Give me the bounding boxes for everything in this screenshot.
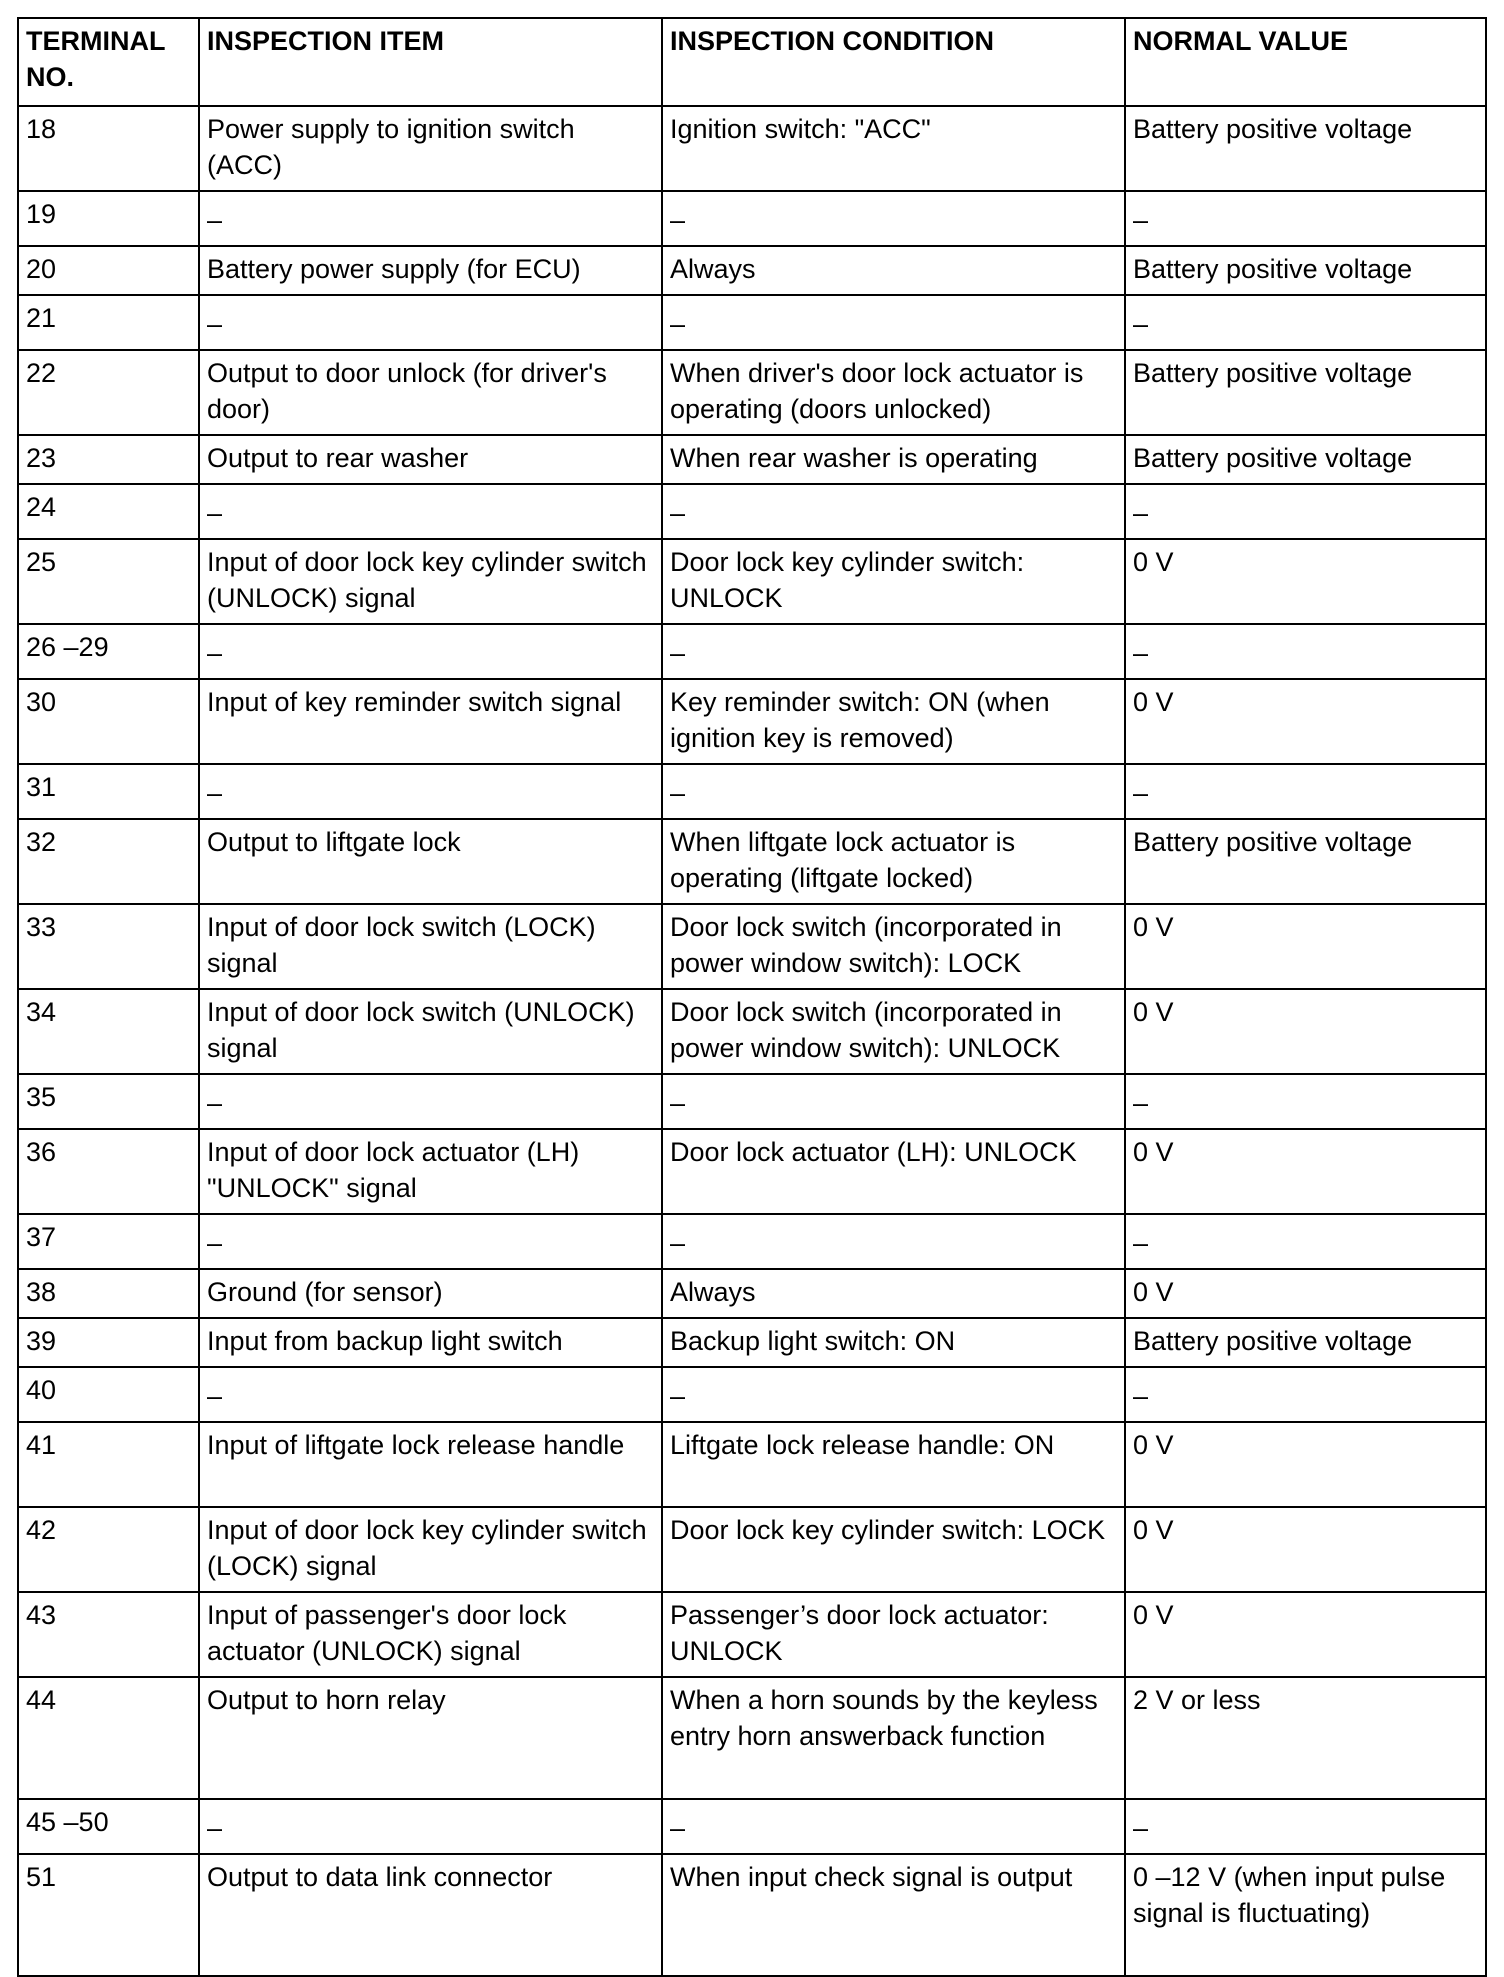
terminal-no-cell: 43 [18,1592,199,1677]
inspection-condition-cell: – [662,624,1125,679]
terminal-no-cell: 38 [18,1269,199,1318]
terminal-no-cell: 24 [18,484,199,539]
terminal-no-cell: 21 [18,295,199,350]
terminal-no-cell: 25 [18,539,199,624]
terminal-no-cell: 45 –50 [18,1799,199,1854]
terminal-no-cell: 26 –29 [18,624,199,679]
table-row [18,295,1486,350]
inspection-item-cell: Input of door lock key cylinder switch (LOCK) signal [199,1507,662,1592]
inspection-item-cell: Input of door lock actuator (LH) "UNLOCK" signal [199,1129,662,1214]
table-row [18,1677,1486,1799]
normal-value-cell: – [1125,484,1486,539]
inspection-item-cell: Input from backup light switch [199,1318,662,1367]
inspection-condition-cell: – [662,191,1125,246]
terminal-inspection-table-container [17,17,1485,1977]
inspection-condition-cell: Door lock switch (incorporated in power window switch): LOCK [662,904,1125,989]
table-row [18,624,1486,679]
inspection-condition-cell: When driver's door lock actuator is operating (doors unlocked) [662,350,1125,435]
table-row [18,904,1486,989]
inspection-item-cell: – [199,295,662,350]
table-row [18,106,1486,191]
normal-value-cell: 0 V [1125,1592,1486,1677]
table-row [18,1074,1486,1129]
header-row [18,18,1486,106]
normal-value-cell: – [1125,295,1486,350]
table-row [18,1422,1486,1507]
inspection-condition-cell: Key reminder switch: ON (when ignition key is removed) [662,679,1125,764]
inspection-item-cell: Output to liftgate lock [199,819,662,904]
inspection-item-cell: Output to horn relay [199,1677,662,1799]
normal-value-cell: – [1125,1074,1486,1129]
inspection-condition-cell: – [662,1799,1125,1854]
terminal-no-cell: 18 [18,106,199,191]
inspection-item-cell: – [199,1367,662,1422]
table-row [18,989,1486,1074]
table-body [18,106,1486,1976]
normal-value-cell: Battery positive voltage [1125,435,1486,484]
table-row [18,539,1486,624]
normal-value-cell: Battery positive voltage [1125,106,1486,191]
terminal-no-cell: 20 [18,246,199,295]
inspection-condition-cell: Door lock key cylinder switch: LOCK [662,1507,1125,1592]
normal-value-cell: Battery positive voltage [1125,1318,1486,1367]
inspection-item-cell: Input of door lock switch (UNLOCK) signal [199,989,662,1074]
inspection-item-cell: Input of passenger's door lock actuator (UNLOCK) signal [199,1592,662,1677]
table-row [18,819,1486,904]
table-row [18,350,1486,435]
normal-value-cell: 0 V [1125,989,1486,1074]
inspection-condition-cell: When liftgate lock actuator is operating (liftgate locked) [662,819,1125,904]
terminal-no-cell: 35 [18,1074,199,1129]
terminal-no-cell: 36 [18,1129,199,1214]
table-row [18,1318,1486,1367]
table-row [18,1214,1486,1269]
normal-value-cell: – [1125,1799,1486,1854]
header-inspection-item: INSPECTION ITEM [199,18,662,106]
terminal-no-cell: 23 [18,435,199,484]
table-row [18,246,1486,295]
inspection-item-cell: – [199,624,662,679]
inspection-condition-cell: – [662,764,1125,819]
inspection-item-cell: Power supply to ignition switch (ACC) [199,106,662,191]
header-normal-value: NORMAL VALUE [1125,18,1486,106]
normal-value-cell: 0 –12 V (when input pulse signal is fluctuating) [1125,1854,1486,1976]
inspection-condition-cell: When a horn sounds by the keyless entry horn answerback function [662,1677,1125,1799]
inspection-item-cell: – [199,1074,662,1129]
inspection-condition-cell: Passenger’s door lock actuator: UNLOCK [662,1592,1125,1677]
inspection-condition-cell: Backup light switch: ON [662,1318,1125,1367]
normal-value-cell: Battery positive voltage [1125,350,1486,435]
normal-value-cell: – [1125,191,1486,246]
inspection-condition-cell: When rear washer is operating [662,435,1125,484]
terminal-no-cell: 37 [18,1214,199,1269]
table-row [18,1854,1486,1976]
inspection-item-cell: Input of door lock switch (LOCK) signal [199,904,662,989]
normal-value-cell: Battery positive voltage [1125,246,1486,295]
table-row [18,1367,1486,1422]
normal-value-cell: – [1125,624,1486,679]
terminal-no-cell: 42 [18,1507,199,1592]
terminal-no-cell: 33 [18,904,199,989]
inspection-condition-cell: – [662,1074,1125,1129]
terminal-no-cell: 40 [18,1367,199,1422]
terminal-no-cell: 31 [18,764,199,819]
normal-value-cell: 0 V [1125,1507,1486,1592]
terminal-no-cell: 30 [18,679,199,764]
inspection-item-cell: – [199,764,662,819]
table-row [18,679,1486,764]
inspection-condition-cell: Door lock actuator (LH): UNLOCK [662,1129,1125,1214]
inspection-condition-cell: Liftgate lock release handle: ON [662,1422,1125,1507]
header-terminal-no: TERMINAL NO. [18,18,199,106]
table-row [18,484,1486,539]
inspection-condition-cell: Always [662,246,1125,295]
terminal-no-cell: 39 [18,1318,199,1367]
terminal-no-cell: 44 [18,1677,199,1799]
terminal-no-cell: 22 [18,350,199,435]
terminal-no-cell: 32 [18,819,199,904]
table-row [18,1799,1486,1854]
inspection-item-cell: Output to door unlock (for driver's door) [199,350,662,435]
inspection-item-cell: Ground (for sensor) [199,1269,662,1318]
inspection-condition-cell: – [662,1214,1125,1269]
normal-value-cell: 0 V [1125,539,1486,624]
normal-value-cell: – [1125,764,1486,819]
terminal-inspection-table [17,17,1487,1977]
normal-value-cell: – [1125,1367,1486,1422]
inspection-item-cell: – [199,1214,662,1269]
normal-value-cell: – [1125,1214,1486,1269]
terminal-no-cell: 34 [18,989,199,1074]
inspection-item-cell: – [199,191,662,246]
table-row [18,435,1486,484]
table-row [18,1129,1486,1214]
inspection-item-cell: – [199,1799,662,1854]
normal-value-cell: 0 V [1125,1129,1486,1214]
normal-value-cell: 0 V [1125,1269,1486,1318]
inspection-item-cell: – [199,484,662,539]
terminal-no-cell: 41 [18,1422,199,1507]
inspection-condition-cell: Door lock switch (incorporated in power window switch): UNLOCK [662,989,1125,1074]
table-row [18,1507,1486,1592]
normal-value-cell: 2 V or less [1125,1677,1486,1799]
terminal-no-cell: 19 [18,191,199,246]
inspection-condition-cell: Door lock key cylinder switch: UNLOCK [662,539,1125,624]
inspection-item-cell: Input of liftgate lock release handle [199,1422,662,1507]
table-row [18,1269,1486,1318]
inspection-condition-cell: – [662,295,1125,350]
inspection-condition-cell: – [662,1367,1125,1422]
inspection-condition-cell: When input check signal is output [662,1854,1125,1976]
normal-value-cell: Battery positive voltage [1125,819,1486,904]
table-row [18,764,1486,819]
normal-value-cell: 0 V [1125,679,1486,764]
normal-value-cell: 0 V [1125,904,1486,989]
inspection-condition-cell: Ignition switch: "ACC" [662,106,1125,191]
inspection-item-cell: Output to rear washer [199,435,662,484]
inspection-condition-cell: – [662,484,1125,539]
inspection-item-cell: Input of key reminder switch signal [199,679,662,764]
inspection-item-cell: Output to data link connector [199,1854,662,1976]
inspection-item-cell: Battery power supply (for ECU) [199,246,662,295]
normal-value-cell: 0 V [1125,1422,1486,1507]
table-row [18,191,1486,246]
table-header [18,18,1486,106]
header-inspection-condition: INSPECTION CONDITION [662,18,1125,106]
inspection-condition-cell: Always [662,1269,1125,1318]
inspection-item-cell: Input of door lock key cylinder switch (UNLOCK) signal [199,539,662,624]
table-row [18,1592,1486,1677]
terminal-no-cell: 51 [18,1854,199,1976]
